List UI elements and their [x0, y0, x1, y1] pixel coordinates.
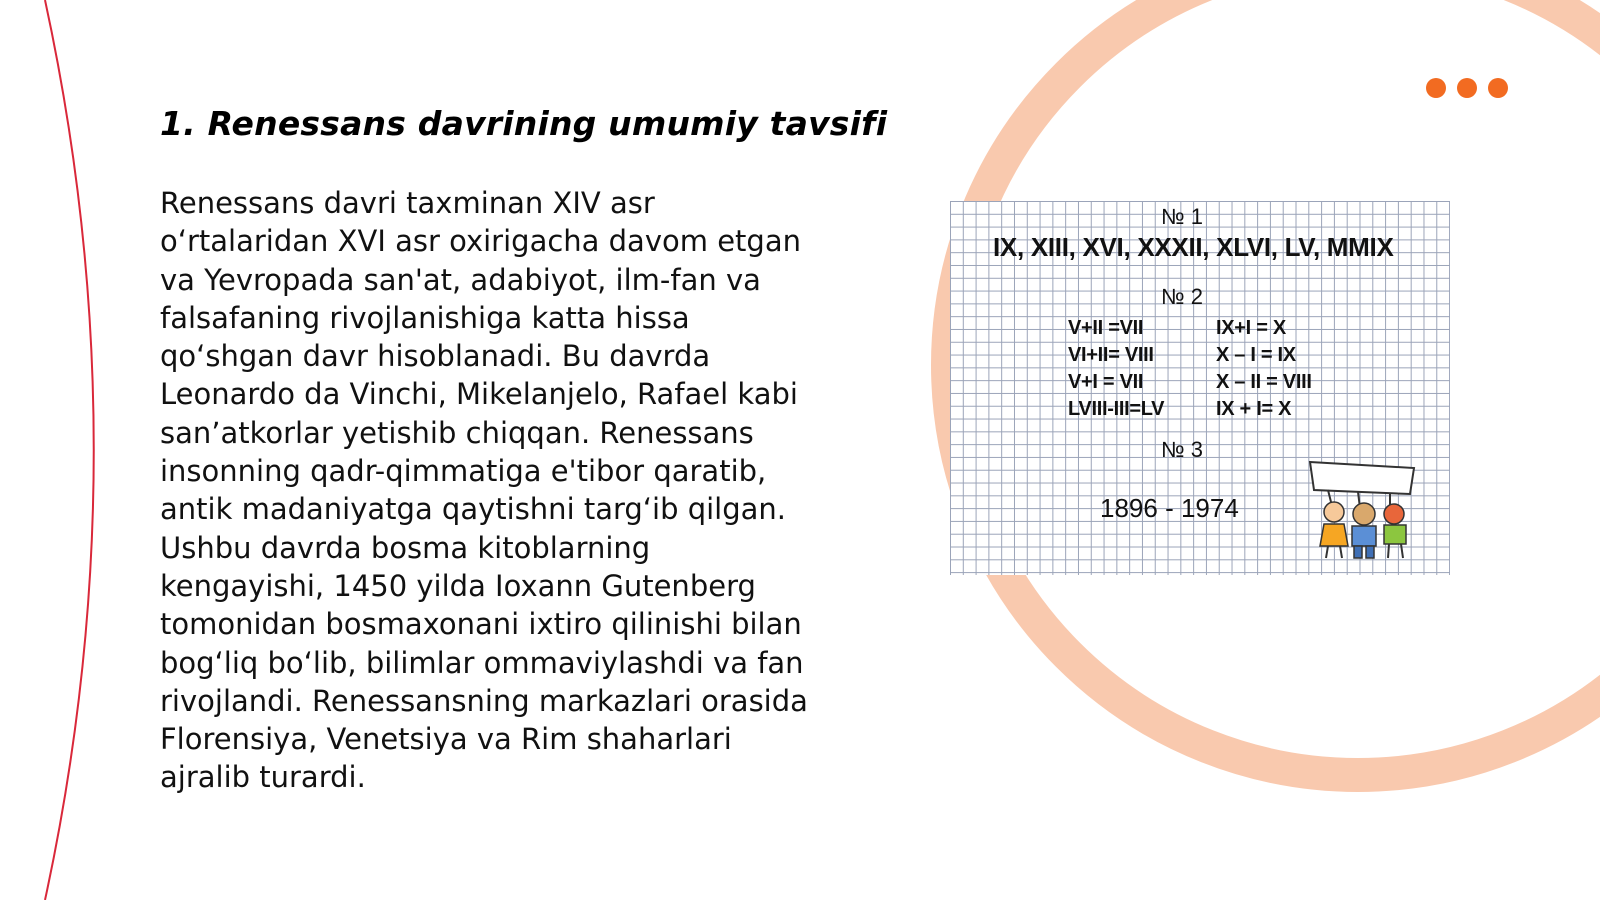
- equation: VI+II= VIII: [1068, 344, 1154, 366]
- equation: LVIII-III=LV: [1068, 398, 1165, 420]
- paragraph: [160, 184, 840, 797]
- equation: IX + I= X: [1216, 398, 1292, 420]
- equation: V+II =VII: [1068, 317, 1144, 339]
- paragraph-line: insonning qadr-qimmatiga e'tibor qaratib,: [160, 454, 767, 489]
- years-range: 1896 - 1974: [1100, 493, 1239, 523]
- equation: V+I = VII: [1068, 371, 1144, 393]
- slide-title: 1. Renessans davrining umumiy tavsifi: [160, 104, 888, 143]
- paragraph-line: ajralib turardi.: [160, 760, 366, 795]
- paragraph-line: qo‘shgan davr hisoblanadi. Bu davrda: [160, 339, 711, 374]
- paragraph-line: antik madaniyatga qaytishni targ‘ib qilgan.: [160, 492, 787, 527]
- paragraph-line: kengayishi, 1450 yilda Ioxann Gutenberg: [160, 568, 756, 603]
- paragraph-line: tomonidan bosmaxonani ixtiro qilinishi bilan: [160, 607, 802, 642]
- paragraph-line: rivojlandi. Renessansning markazlari orasida: [160, 683, 808, 718]
- paragraph-line: falsafaning rivojlanishiga katta hissa: [160, 300, 690, 335]
- paragraph-line: Ushbu davrda bosma kitoblarning: [160, 530, 651, 565]
- dot-icon: [1426, 78, 1446, 98]
- equation: IX+I = X: [1216, 317, 1286, 339]
- grid-paper-image: [950, 201, 1450, 575]
- children-holding-sign-icon: [1306, 454, 1422, 564]
- paragraph-line: Leonardo da Vinchi, Mikelanjelo, Rafael kabi: [160, 377, 798, 412]
- decorative-dots: [1426, 78, 1508, 98]
- task-2-label: № 2: [1161, 284, 1203, 309]
- paragraph-line: va Yevropada san'at, adabiyot, ilm-fan va: [160, 262, 761, 297]
- task-1-label: № 1: [1161, 204, 1203, 229]
- left-curve-line: [45, 0, 94, 900]
- equation: X – I = IX: [1216, 344, 1296, 366]
- dot-icon: [1457, 78, 1477, 98]
- paragraph-line: o‘rtalaridan XVI asr oxirigacha davom etgan: [160, 224, 801, 259]
- paragraph-line: Renessans davri taxminan XIV asr: [160, 186, 655, 220]
- paragraph-line: bog‘liq bo‘lib, bilimlar ommaviylashdi va fan: [160, 645, 804, 680]
- paragraph-line: Florensiya, Venetsiya va Rim shaharlari: [160, 722, 732, 757]
- task-3-label: № 3: [1161, 437, 1203, 462]
- equation: X – II = VIII: [1216, 371, 1312, 393]
- paragraph-line: san’atkorlar yetishib chiqqan. Renessans: [160, 415, 754, 450]
- roman-numerals-list: IX, XIII, XVI, XXXII, XLVI, LV, MMIX: [993, 232, 1394, 262]
- dot-icon: [1488, 78, 1508, 98]
